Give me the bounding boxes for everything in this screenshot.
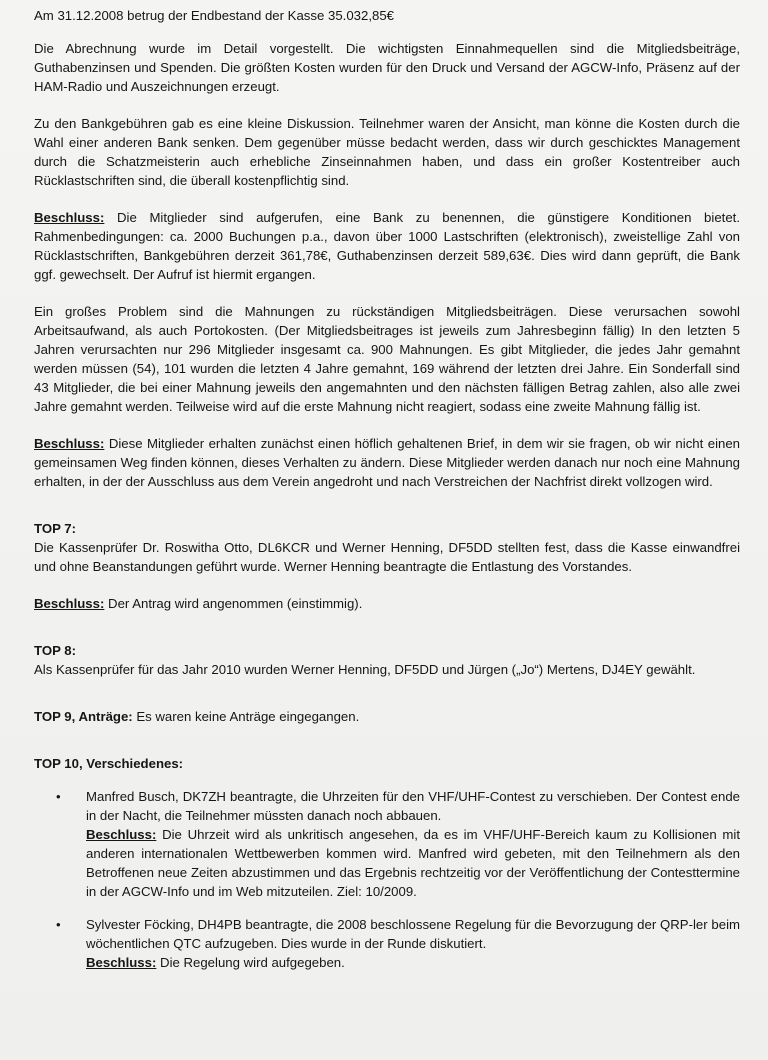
top9-text: Es waren keine Anträge eingegangen. bbox=[132, 709, 360, 724]
resolution-label: Beschluss: bbox=[34, 596, 105, 611]
top10-heading: TOP 10, Verschiedenes: bbox=[34, 756, 184, 771]
top9-heading: TOP 9, Anträge: bbox=[34, 709, 133, 724]
bullet-icon: • bbox=[56, 789, 61, 804]
resolution-bank bbox=[34, 208, 740, 284]
resolution-label: Beschluss: bbox=[34, 210, 105, 225]
resolution-text: Die Mitglieder sind aufgerufen, eine Bank zu benennen, die günstigere Konditionen bietet. Rahmenbedingungen: ca. 2000 Buchungen p.a., davon über 1000 Lastschriften (elektronisch), zweistellige Zahl von Rücklastschriften, Bankgebühren derzeit 361,78€, Guthabenzinsen derzeit 589,63€. Dies wird dann geprüft, die Bank ggf. gewechselt. Der Aufruf ist hiermit ergangen. bbox=[34, 210, 740, 282]
resolution-label: Beschluss: bbox=[86, 827, 157, 842]
item-text: Manfred Busch, DK7ZH beantragte, die Uhrzeiten für den VHF/UHF-Contest zu verschieben. Der Contest ende in der Nacht, die Teilnehmer müssten danach noch abbauen. bbox=[86, 789, 740, 823]
item-resolution bbox=[86, 953, 740, 972]
resolution-label: Beschluss: bbox=[86, 955, 157, 970]
resolution-reminders bbox=[34, 434, 740, 491]
cash-balance-line: Am 31.12.2008 betrug der Endbestand der Kasse 35.032,85€ bbox=[34, 8, 394, 23]
top10-list bbox=[34, 787, 740, 972]
resolution-text: Diese Mitglieder erhalten zunächst einen höflich gehaltenen Brief, in dem wir sie fragen, ob wir nicht einen gemeinsamen Weg finden können, dieses Verhalten zu ändern. Diese Mitglieder werden danach nur noch eine Mahnung erhalten, in der der Ausschluss aus dem Verein angedroht und nach Verstreichen der Nachfrist direkt vollzogen wird. bbox=[34, 436, 740, 489]
bullet-icon: • bbox=[56, 917, 61, 932]
resolution-label: Beschluss: bbox=[34, 436, 105, 451]
list-item bbox=[34, 915, 740, 972]
resolution-text: Die Uhrzeit wird als unkritisch angesehen, da es im VHF/UHF-Bereich kaum zu Kollisionen mit anderen internationalen Wettbewerben kommen wird. Manfred wird gebeten, mit den Teilnehmern als den Betroffenen neue Zeiten abzustimmen und das Ergebnis rechtzeitig vor der Veröffentlichung der Contesttermine in der AGCW-Info und im Web mitzuteilen. Ziel: 10/2009. bbox=[86, 827, 740, 899]
top9-line bbox=[34, 707, 740, 726]
list-item bbox=[34, 787, 740, 901]
paragraph-accounting: Die Abrechnung wurde im Detail vorgestellt. Die wichtigsten Einnahmequellen sind die Mitgliedsbeiträge, Guthabenzinsen und Spenden. Die größten Kosten wurden für den Druck und Versand der AGCW-Info, Präsenz auf der HAM-Radio und Auszeichnungen erzeugt. bbox=[34, 41, 740, 94]
document-body bbox=[34, 6, 740, 972]
paragraph-bank-fees: Zu den Bankgebühren gab es eine kleine Diskussion. Teilnehmer waren der Ansicht, man könne die Kosten durch die Wahl einer anderen Bank senken. Dem gegenüber müsse bedacht werden, dass wir durch geschicktes Management durch die Schatzmeisterin auch erhebliche Zinseinnahmen haben, und dass ein großer Kostentreiber auch Rücklastschriften sind, die überall kostenpflichtig sind. bbox=[34, 116, 740, 188]
resolution-discharge bbox=[34, 594, 740, 613]
item-resolution bbox=[86, 825, 740, 901]
top8-heading: TOP 8: bbox=[34, 643, 77, 658]
resolution-text: Die Regelung wird aufgegeben. bbox=[156, 955, 345, 970]
top7-text: Die Kassenprüfer Dr. Roswitha Otto, DL6KCR und Werner Henning, DF5DD stellten fest, dass die Kasse einwandfrei und ohne Beanstandungen geführt wurde. Werner Henning beantragte die Entlastung des Vorstandes. bbox=[34, 540, 740, 574]
item-text: Sylvester Föcking, DH4PB beantragte, die 2008 beschlossene Regelung für die Bevorzugung der QRP-ler beim wöchentlichen QTC aufzugeben. Dies wurde in der Runde diskutiert. bbox=[86, 917, 740, 951]
top7-heading: TOP 7: bbox=[34, 521, 77, 536]
resolution-text: Der Antrag wird angenommen (einstimmig). bbox=[104, 596, 363, 611]
paragraph-reminders: Ein großes Problem sind die Mahnungen zu rückständigen Mitgliedsbeiträgen. Diese verursachen sowohl Arbeitsaufwand, als auch Portokosten. (Der Mitgliedsbeitrages ist jeweils zum Jahresbeginn fällig) In den letzten 5 Jahren verursachten nur 296 Mitglieder insgesamt ca. 900 Mahnungen. Es gibt Mitglieder, die jedes Jahr gemahnt werden müssen (54), 101 wurden die letzten 4 Jahre gemahnt, 169 während der letzten drei Jahre. Ein Sonderfall sind 43 Mitglieder, die bei einer Mahnung jeweils den angemahnten und den nächsten fälligen Betrag zahlen, also alle zwei Jahre gemahnt werden. Teilweise wird auf die erste Mahnung nicht reagiert, sodass eine zweite Mahnung fällig ist. bbox=[34, 304, 740, 414]
top8-text: Als Kassenprüfer für das Jahr 2010 wurden Werner Henning, DF5DD und Jürgen („Jo“) Mertens, DJ4EY gewählt. bbox=[34, 662, 696, 677]
